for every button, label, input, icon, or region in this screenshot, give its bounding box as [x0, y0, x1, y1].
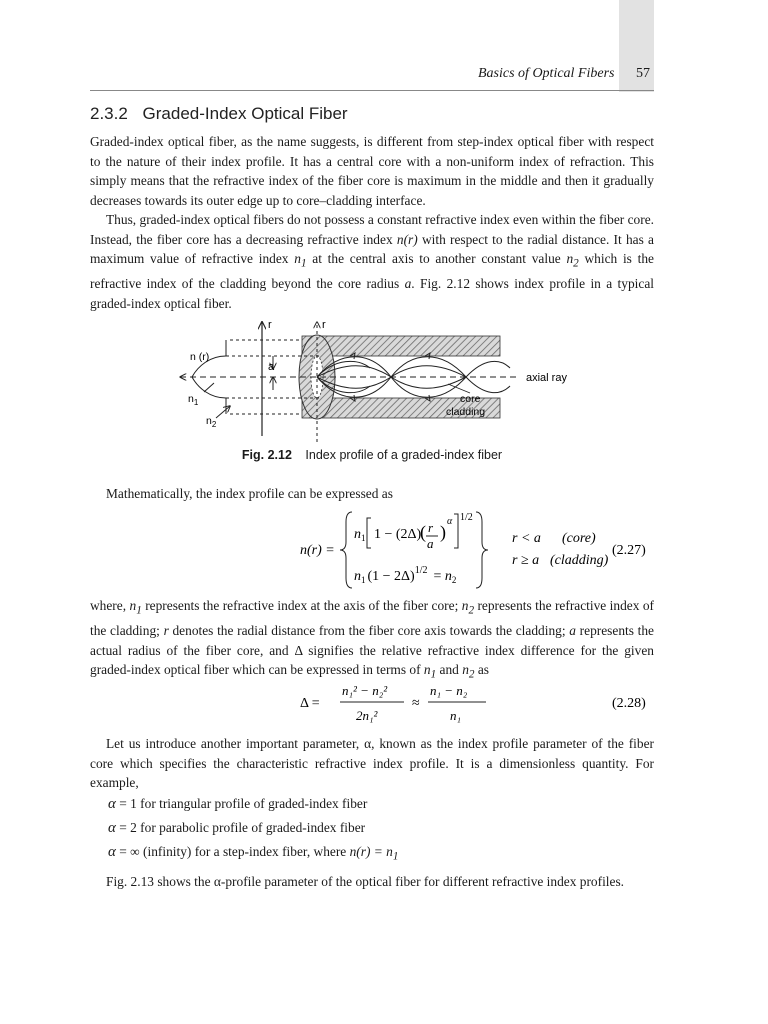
- label-n1: $n_1$: [188, 393, 199, 407]
- math-sub: 1: [430, 668, 437, 681]
- eq28-approx: ≈: [412, 696, 420, 711]
- paragraph-where: [90, 596, 654, 685]
- alpha-item-step-index: [108, 844, 398, 863]
- text-run: Thus, graded-index optical fibers do not possess a constant refractive index even within the fiber core. Instead, the fiber core has a decreasing refractive index: [90, 212, 654, 247]
- text-run: represents the refractive index at the axis of the fiber core;: [141, 598, 462, 613]
- alpha-symbol: α: [108, 796, 116, 812]
- alpha-item-text: = 1 for triangular profile of graded-index fiber: [115, 796, 368, 811]
- equation-2-27: [300, 508, 654, 592]
- text-run: with respect to the radial distance. It has a maximum value of refractive index: [90, 231, 654, 266]
- figure-drawing: [170, 316, 610, 444]
- math-sub: 2: [468, 668, 475, 681]
- math-sub: 1: [300, 257, 307, 270]
- alpha-item-triangular: [108, 796, 367, 813]
- math-sub: 1: [136, 604, 142, 617]
- label-a: a: [268, 361, 275, 373]
- eq28-lhs: Δ =: [300, 696, 320, 711]
- label-core: core: [460, 393, 481, 405]
- math-n1: n: [129, 598, 137, 613]
- text-run: where,: [90, 598, 130, 613]
- math-n2: n: [461, 598, 469, 613]
- section-heading: [90, 104, 348, 124]
- figure-caption-text: Index profile of a graded-index fiber: [305, 448, 503, 462]
- eq27-label: (2.27): [612, 543, 646, 558]
- figure-index-profile: [170, 316, 610, 444]
- label-r1: r: [268, 319, 272, 331]
- svg-text:): ): [440, 522, 446, 542]
- label-axial-ray: axial ray: [526, 372, 567, 384]
- eq27-frac-num: r: [428, 520, 434, 535]
- alpha-item-text: = ∞ (infinity) for a step-index fiber, where: [115, 844, 350, 859]
- paragraph-profile: [90, 210, 654, 313]
- header-rule: [90, 90, 654, 91]
- eq27-row2: $n_1$ $(1 - 2\Delta)^{1/2} = n_2$: [354, 565, 457, 585]
- eq27-cond2-note: (cladding): [550, 553, 609, 568]
- paragraph-intro: Graded-index optical fiber, as the name suggests, is different from step-index optical fiber with respect to the nature of their index profile. It has a central core with a non-uniform index of refraction. This simply means that the refractive index of the fiber core is maximum in the middle and then it gradually decreases towards its outer edge up to core–cladding interface.: [90, 134, 654, 208]
- text-run: represents the actual radius of the fiber core, and Δ signifies the relative refractive index difference for the given graded-index optical fiber which can be expressed in terms of: [90, 623, 654, 678]
- eq28-num1: n₁² − n₂²: [342, 683, 388, 698]
- math-sub: 2: [468, 604, 475, 617]
- math-a: a: [404, 276, 412, 292]
- alpha-item-math: n(r) = n: [349, 844, 393, 859]
- alpha-item-text: = 2 for parabolic profile of graded-index fiber: [115, 820, 366, 835]
- eq27-alpha: α: [447, 516, 453, 527]
- equation-2-28: [300, 678, 654, 726]
- eq28-label: (2.28): [612, 696, 646, 711]
- alpha-symbol: α: [108, 820, 116, 836]
- eq27-half: 1/2: [460, 512, 473, 523]
- figure-caption: [90, 448, 654, 462]
- label-r2: r: [322, 319, 326, 331]
- text-run: and: [436, 662, 463, 678]
- eq27-row1-n: $n_1$: [354, 527, 366, 543]
- eq27-cond1: r < a: [512, 531, 541, 546]
- text-run: which is the refractive index of the cladding beyond the core radius: [90, 251, 654, 292]
- eq28-den1: 2n₁²: [356, 708, 378, 723]
- math-sub: 1: [392, 850, 399, 863]
- eq28-num2: n₁ − n₂: [430, 683, 468, 698]
- running-header: [90, 66, 650, 86]
- math-n2: n: [462, 662, 469, 678]
- math-n1: n: [294, 251, 301, 266]
- text-run: as: [474, 662, 490, 678]
- text-run: . Fig. 2.12 shows index profile in a typical graded-index optical fiber.: [90, 276, 654, 311]
- running-title: Basics of Optical Fibers: [478, 66, 615, 81]
- section-number: 2.3.2: [90, 104, 128, 123]
- svg-text:(: (: [420, 522, 426, 542]
- eq28-den2: n₁: [450, 708, 462, 723]
- alpha-item-parabolic: [108, 820, 365, 837]
- text-run: denotes the radial distance from the fiber core axis towards the cladding;: [168, 623, 570, 639]
- alpha-symbol: α: [108, 844, 116, 860]
- label-cladding: cladding: [446, 406, 486, 418]
- eq27-cond2: r ≥ a: [512, 553, 540, 568]
- math-n2: n: [566, 251, 574, 266]
- label-n2: $n_2$: [206, 415, 217, 429]
- section-title: Graded-Index Optical Fiber: [142, 104, 348, 123]
- paragraph-math-intro: Mathematically, the index profile can be expressed as: [106, 486, 393, 501]
- text-run: at the central axis to another constant value: [306, 251, 567, 266]
- math-n1: n: [423, 662, 431, 678]
- paragraph-alpha-intro: Let us introduce another important parameter, α, known as the index profile parameter of the fiber core which specifies the characteristic refractive index profile. It is a dimensionless quantity. For example,: [90, 736, 654, 790]
- eq27-row1-term: 1 − (2Δ): [374, 527, 422, 542]
- figure-label: Fig. 2.12: [241, 448, 292, 462]
- eq27-frac-den: a: [427, 536, 434, 551]
- text-run: represents the refractive index of the cladding;: [90, 598, 655, 639]
- eq27-lhs: n(r) =: [300, 543, 335, 558]
- page-number: 57: [636, 66, 650, 81]
- paragraph-fig-213: Fig. 2.13 shows the α-profile parameter of the optical fiber for different refractive index profiles.: [106, 874, 625, 889]
- math-r: r: [163, 623, 169, 639]
- math-a: a: [569, 623, 576, 639]
- eq27-cond1-note: (core): [562, 531, 596, 546]
- math-nr: n(r): [396, 231, 418, 247]
- label-nr: n (r): [190, 351, 210, 363]
- math-sub: 2: [573, 257, 579, 270]
